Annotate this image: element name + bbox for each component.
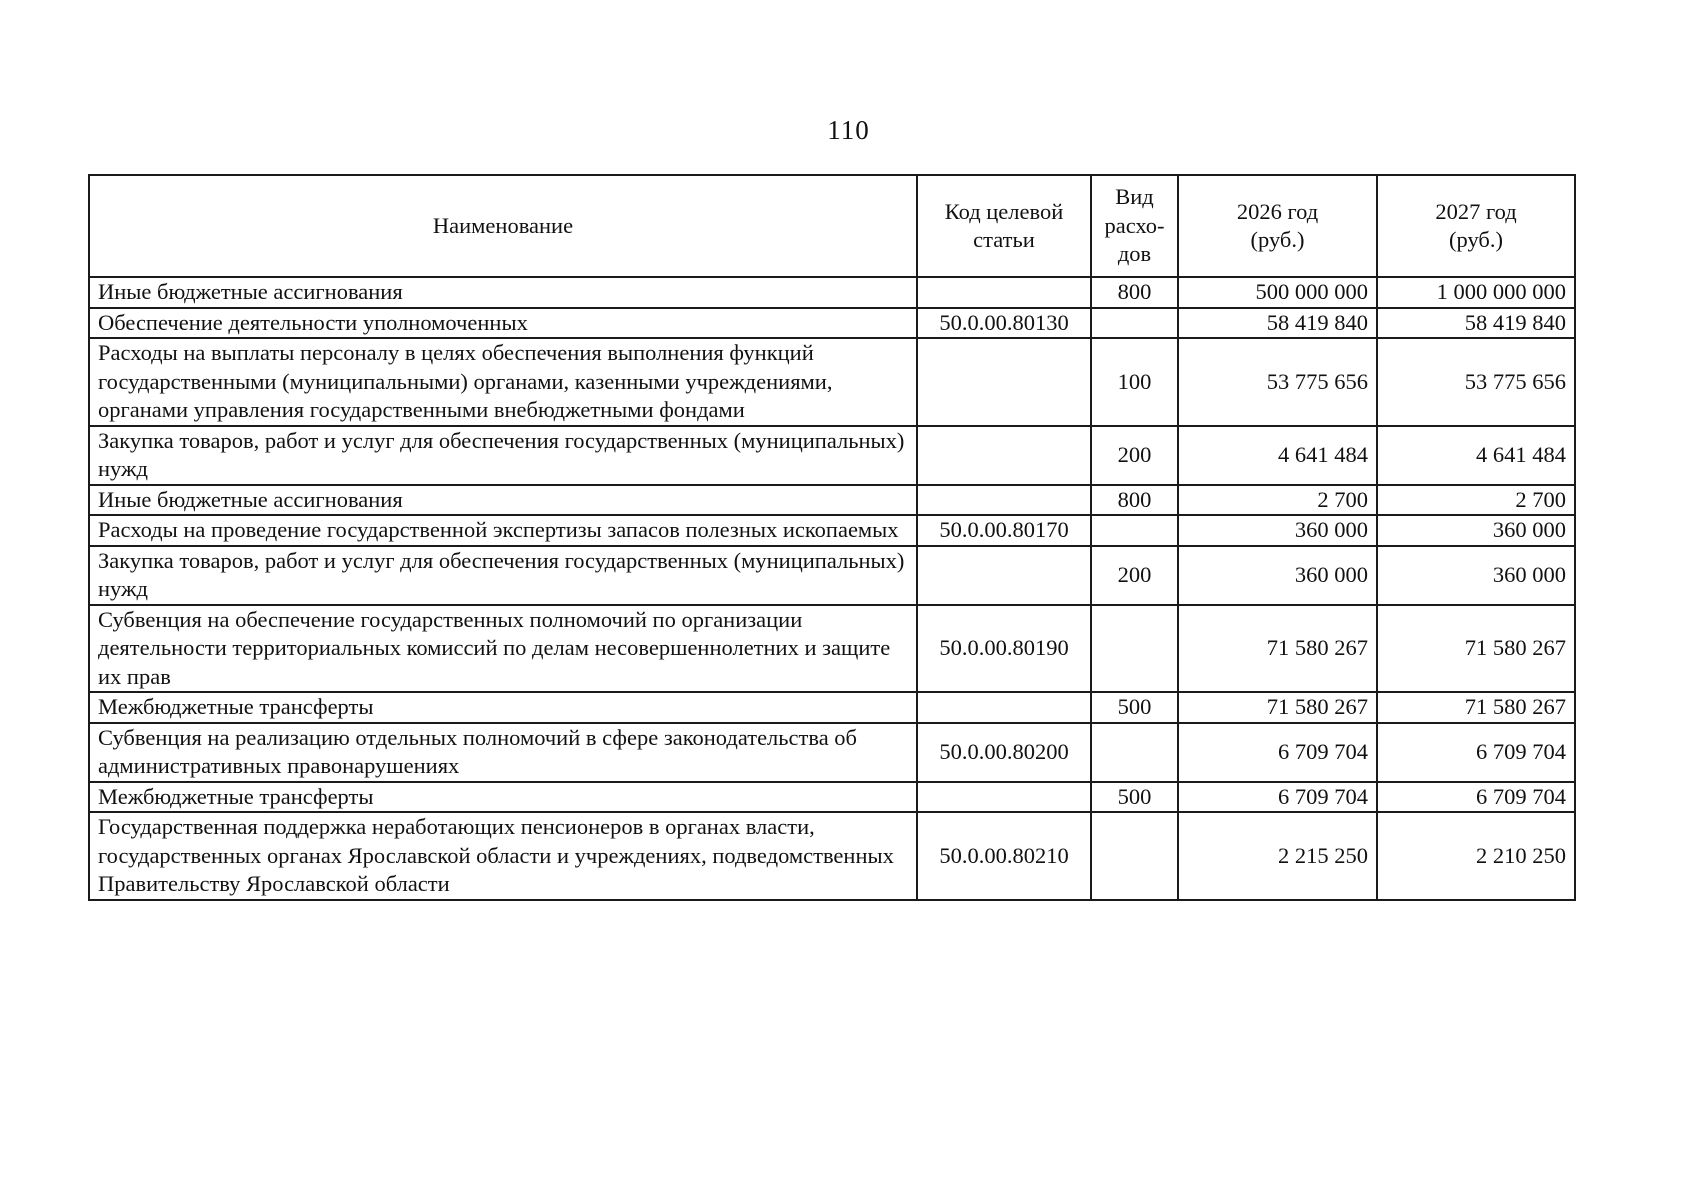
row-code xyxy=(917,277,1091,308)
row-2027: 6 709 704 xyxy=(1377,723,1575,782)
header-kind: Вид расхо- дов xyxy=(1091,175,1178,277)
row-2027: 2 700 xyxy=(1377,485,1575,516)
table-header-row xyxy=(89,175,1575,277)
table-row xyxy=(89,277,1575,308)
row-kind: 800 xyxy=(1091,277,1178,308)
row-code: 50.0.00.80200 xyxy=(917,723,1091,782)
table-row xyxy=(89,692,1575,723)
row-kind xyxy=(1091,308,1178,339)
row-2026: 360 000 xyxy=(1178,546,1377,605)
row-name: Межбюджетные трансферты xyxy=(89,782,917,813)
table-row xyxy=(89,515,1575,546)
header-code: Код целевой статьи xyxy=(917,175,1091,277)
row-code xyxy=(917,485,1091,516)
row-kind: 800 xyxy=(1091,485,1178,516)
row-2027: 360 000 xyxy=(1377,546,1575,605)
row-2026: 71 580 267 xyxy=(1178,692,1377,723)
row-kind: 200 xyxy=(1091,426,1178,485)
table-row xyxy=(89,782,1575,813)
row-name: Расходы на выплаты персоналу в целях обеспечения выполнения функций государственными (муниципальными) органами, казенными учреждениями, органами управления государственными внебюджетными фондами xyxy=(89,338,917,426)
row-2026: 360 000 xyxy=(1178,515,1377,546)
row-code xyxy=(917,426,1091,485)
row-name: Иные бюджетные ассигнования xyxy=(89,485,917,516)
row-2026: 4 641 484 xyxy=(1178,426,1377,485)
row-2026: 2 700 xyxy=(1178,485,1377,516)
table-row xyxy=(89,485,1575,516)
row-name: Субвенция на обеспечение государственных полномочий по организации деятельности территориальных комиссий по делам несовершеннолетних и защите их прав xyxy=(89,605,917,693)
row-code xyxy=(917,546,1091,605)
table-row xyxy=(89,812,1575,900)
row-2026: 500 000 000 xyxy=(1178,277,1377,308)
page-number: 110 xyxy=(827,115,870,145)
header-2026: 2026 год (руб.) xyxy=(1178,175,1377,277)
row-name: Иные бюджетные ассигнования xyxy=(89,277,917,308)
row-2026: 6 709 704 xyxy=(1178,782,1377,813)
table-row xyxy=(89,605,1575,693)
row-code: 50.0.00.80170 xyxy=(917,515,1091,546)
row-kind: 100 xyxy=(1091,338,1178,426)
row-code xyxy=(917,692,1091,723)
row-kind: 200 xyxy=(1091,546,1178,605)
row-2027: 71 580 267 xyxy=(1377,692,1575,723)
row-2027: 58 419 840 xyxy=(1377,308,1575,339)
row-name: Расходы на проведение государственной экспертизы запасов полезных ископаемых xyxy=(89,515,917,546)
row-name: Межбюджетные трансферты xyxy=(89,692,917,723)
row-code: 50.0.00.80210 xyxy=(917,812,1091,900)
row-kind xyxy=(1091,605,1178,693)
row-2027: 1 000 000 000 xyxy=(1377,277,1575,308)
row-code xyxy=(917,338,1091,426)
row-2026: 53 775 656 xyxy=(1178,338,1377,426)
header-name: Наименование xyxy=(89,175,917,277)
row-kind xyxy=(1091,515,1178,546)
row-kind: 500 xyxy=(1091,692,1178,723)
table-row xyxy=(89,308,1575,339)
row-name: Государственная поддержка неработающих пенсионеров в органах власти, государственных органах Ярославской области и учреждениях, подведомственных Правительству Ярославской области xyxy=(89,812,917,900)
table-row xyxy=(89,426,1575,485)
row-2026: 58 419 840 xyxy=(1178,308,1377,339)
row-kind xyxy=(1091,723,1178,782)
row-name: Закупка товаров, работ и услуг для обеспечения государственных (муниципальных) нужд xyxy=(89,546,917,605)
table-row xyxy=(89,546,1575,605)
row-2027: 53 775 656 xyxy=(1377,338,1575,426)
row-2027: 2 210 250 xyxy=(1377,812,1575,900)
row-name: Субвенция на реализацию отдельных полномочий в сфере законодательства об административных правонарушениях xyxy=(89,723,917,782)
row-code: 50.0.00.80130 xyxy=(917,308,1091,339)
table-row xyxy=(89,338,1575,426)
budget-table xyxy=(88,174,1576,901)
row-2027: 71 580 267 xyxy=(1377,605,1575,693)
table-row xyxy=(89,723,1575,782)
row-2027: 6 709 704 xyxy=(1377,782,1575,813)
row-name: Обеспечение деятельности уполномоченных xyxy=(89,308,917,339)
row-kind xyxy=(1091,812,1178,900)
row-2026: 2 215 250 xyxy=(1178,812,1377,900)
row-code: 50.0.00.80190 xyxy=(917,605,1091,693)
row-name: Закупка товаров, работ и услуг для обеспечения государственных (муниципальных) нужд xyxy=(89,426,917,485)
row-2026: 6 709 704 xyxy=(1178,723,1377,782)
row-2026: 71 580 267 xyxy=(1178,605,1377,693)
row-code xyxy=(917,782,1091,813)
row-2027: 360 000 xyxy=(1377,515,1575,546)
row-2027: 4 641 484 xyxy=(1377,426,1575,485)
header-2027: 2027 год (руб.) xyxy=(1377,175,1575,277)
row-kind: 500 xyxy=(1091,782,1178,813)
